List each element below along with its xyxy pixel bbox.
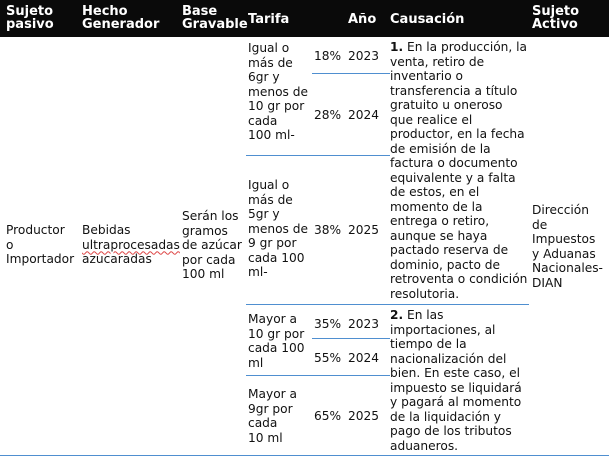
cell-base-gravable: Serán los gramos de azúcar por cada 100 ml	[182, 209, 242, 281]
tarifa-pct: 28%	[314, 108, 342, 122]
tarifa-pct: 65%	[314, 409, 342, 423]
header-sujeto-pasivo: Sujeto pasivo	[6, 4, 54, 32]
tarifa-rango-1: Igual o más de 6gr y menos de 10 gr por cada 100 ml-	[248, 41, 309, 142]
tarifa-pct: 18%	[314, 49, 342, 63]
cell-sujeto-activo: Dirección de Impuestos y Aduanas Nacionales- DIAN	[532, 203, 603, 290]
row-divider	[312, 73, 390, 74]
causacion-item-2	[390, 308, 522, 453]
row-divider	[246, 375, 390, 376]
header-sujeto-activo: Sujeto Activo	[532, 4, 580, 32]
header-anio: Año	[348, 12, 377, 27]
tarifa-anio: 2025	[348, 409, 380, 423]
tarifa-rango-4: Mayor a 9gr por cada 10 ml	[248, 387, 298, 445]
tarifa-anio: 2023	[348, 317, 380, 331]
tarifa-anio: 2025	[348, 223, 380, 237]
table-header	[0, 0, 609, 37]
tarifa-pct: 55%	[314, 351, 342, 365]
tarifa-anio: 2024	[348, 351, 380, 365]
causacion-item-1-text: En la producción, la venta, retiro de inventario o transferencia a título gratuito u oneroso que realice el productor, en la fecha de emisión de la factura o documento equivalente y a falta de estos, en el momento de la entrega o retiro, aunque se haya pactado reserva de dominio, pacto de retroventa o condición resolutoria.	[390, 40, 528, 301]
tarifa-rango-3: Mayor a 10 gr por cada 100 ml	[248, 312, 305, 370]
cell-sujeto-pasivo: Productor o Importador	[6, 223, 75, 266]
tarifa-anio: 2023	[348, 49, 380, 63]
causacion-item-2-text: En las importaciones, al tiempo de la nacionalización del bien. En este caso, el impuesto se liquidará y pagará al momento de la liquidación y pago de los tributos aduaneros.	[390, 308, 522, 453]
tarifa-pct: 38%	[314, 223, 342, 237]
table-bottom-border	[0, 455, 609, 456]
tarifa-anio: 2024	[348, 108, 380, 122]
header-causacion: Causación	[390, 12, 465, 27]
header-hecho-generador: Hecho Generador	[82, 4, 160, 32]
header-base-gravable: Base Gravable	[182, 4, 248, 32]
cell-hecho-generador	[82, 223, 180, 267]
row-divider	[246, 155, 390, 156]
header-tarifa: Tarifa	[248, 12, 290, 27]
hecho-line1: Bebidas	[82, 223, 131, 237]
hecho-line3: azucaradas	[82, 252, 152, 266]
causacion-item-1	[390, 40, 527, 301]
row-divider	[246, 304, 529, 305]
hecho-line2: ultraprocesadas	[82, 237, 180, 252]
causacion-item-2-number: 2.	[390, 308, 404, 322]
tarifa-pct: 35%	[314, 317, 342, 331]
tarifa-rango-2: Igual o más de 5gr y menos de 9 gr por cada 100 ml-	[248, 178, 309, 279]
row-divider	[312, 338, 390, 339]
causacion-item-1-number: 1.	[390, 40, 404, 54]
